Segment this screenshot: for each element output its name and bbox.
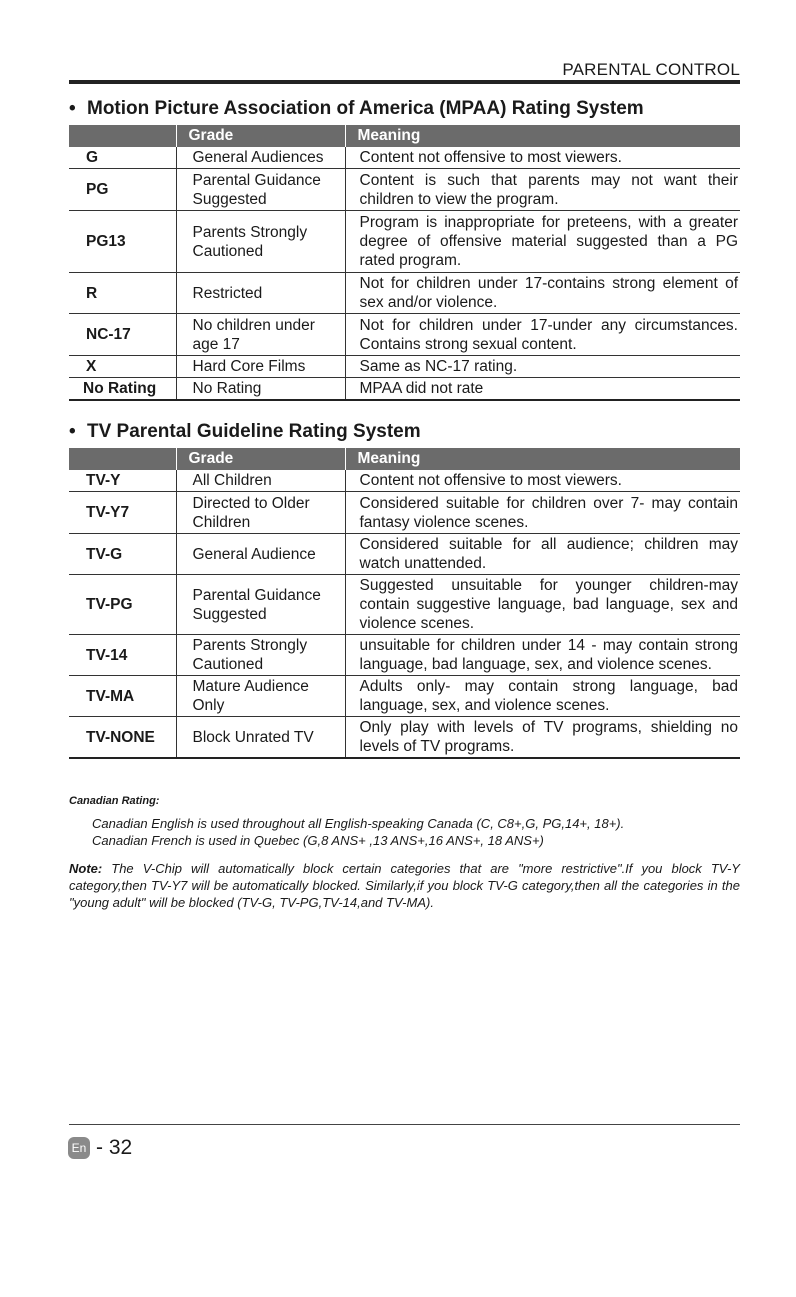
rating-grade: Block Unrated TV <box>176 717 345 759</box>
rating-code: No Rating <box>69 378 176 401</box>
rating-grade: General Audiences <box>176 147 345 169</box>
column-header-code <box>69 448 176 470</box>
rating-grade: Directed to Older Children <box>176 492 345 534</box>
mpaa-heading <box>69 98 644 120</box>
table-row <box>69 534 740 575</box>
canadian-rating-title: Canadian Rating: <box>69 795 160 807</box>
rating-meaning: Considered suitable for all audience; children may watch unattended. <box>345 534 740 575</box>
rating-code: TV-14 <box>69 635 176 676</box>
rating-meaning: Suggested unsuitable for younger children-may contain suggestive language, bad language, sex and violence scenes. <box>345 575 740 635</box>
note-text: The V-Chip will automatically block certain categories that are "more restrictive".If you block TV-Y category,then TV-Y7 will be automatically blocked. Similarly,if you block TV-G category,then all the categories in the "young adult" will be blocked (TV-G, TV-PG,TV-14,and TV-MA). <box>69 861 740 910</box>
rating-meaning: Not for children under 17-under any circumstances. Contains strong sexual content. <box>345 314 740 356</box>
page-header-title: PARENTAL CONTROL <box>562 60 740 79</box>
rating-code: NC-17 <box>69 314 176 356</box>
mpaa-heading-text: Motion Picture Association of America (MPAA) Rating System <box>87 98 644 119</box>
rating-code: PG <box>69 169 176 211</box>
note-label: Note: <box>69 861 103 876</box>
table-row <box>69 273 740 314</box>
table-row <box>69 717 740 759</box>
rating-grade: Parents Strongly Cautioned <box>176 635 345 676</box>
note-paragraph <box>69 860 740 911</box>
rating-code: TV-G <box>69 534 176 575</box>
rating-meaning: Program is inappropriate for preteens, with a greater degree of offensive material suggested than a PG rated program. <box>345 211 740 273</box>
footer-rule <box>69 1124 740 1125</box>
rating-meaning: Considered suitable for children over 7- may contain fantasy violence scenes. <box>345 492 740 534</box>
table-row <box>69 575 740 635</box>
column-header-grade: Grade <box>176 125 345 147</box>
rating-meaning: Content not offensive to most viewers. <box>345 147 740 169</box>
rating-code: X <box>69 356 176 378</box>
rating-grade: Mature Audience Only <box>176 676 345 717</box>
rating-code: TV-Y <box>69 470 176 492</box>
header-rule <box>69 80 740 84</box>
mpaa-rating-table <box>69 125 740 401</box>
canadian-english-text: Canadian English is used throughout all English-speaking Canada (C, C8+,G, PG,14+, 18+). <box>92 816 625 831</box>
column-header-meaning: Meaning <box>345 125 740 147</box>
rating-meaning: Not for children under 17-contains strong element of sex and/or violence. <box>345 273 740 314</box>
rating-meaning: MPAA did not rate <box>345 378 740 401</box>
table-row <box>69 470 740 492</box>
table-row <box>69 492 740 534</box>
rating-code: R <box>69 273 176 314</box>
rating-grade: Hard Core Films <box>176 356 345 378</box>
table-row <box>69 211 740 273</box>
bullet-icon: • <box>69 421 76 442</box>
table-row <box>69 169 740 211</box>
canadian-french-text: Canadian French is used in Quebec (G,8 ANS+ ,13 ANS+,16 ANS+, 18 ANS+) <box>92 833 544 848</box>
rating-meaning: unsuitable for children under 14 - may contain strong language, bad language, sex, and violence scenes. <box>345 635 740 676</box>
table-header-row <box>69 448 740 470</box>
rating-grade: General Audience <box>176 534 345 575</box>
rating-meaning: Same as NC-17 rating. <box>345 356 740 378</box>
tv-heading <box>69 421 421 443</box>
table-header-row <box>69 125 740 147</box>
rating-code: TV-PG <box>69 575 176 635</box>
rating-code: TV-Y7 <box>69 492 176 534</box>
table-row <box>69 378 740 401</box>
rating-grade: All Children <box>176 470 345 492</box>
rating-code: G <box>69 147 176 169</box>
rating-grade: Parental Guidance Suggested <box>176 575 345 635</box>
rating-grade: Parental Guidance Suggested <box>176 169 345 211</box>
page-number: - 32 <box>96 1136 133 1159</box>
rating-grade: Parents Strongly Cautioned <box>176 211 345 273</box>
tv-heading-text: TV Parental Guideline Rating System <box>87 421 421 442</box>
table-row <box>69 676 740 717</box>
table-row <box>69 147 740 169</box>
rating-code: PG13 <box>69 211 176 273</box>
column-header-grade: Grade <box>176 448 345 470</box>
rating-code: TV-MA <box>69 676 176 717</box>
rating-meaning: Only play with levels of TV programs, shielding no levels of TV programs. <box>345 717 740 759</box>
column-header-meaning: Meaning <box>345 448 740 470</box>
table-row <box>69 356 740 378</box>
column-header-code <box>69 125 176 147</box>
language-badge: En <box>68 1137 90 1159</box>
rating-grade: No Rating <box>176 378 345 401</box>
rating-meaning: Content not offensive to most viewers. <box>345 470 740 492</box>
rating-code: TV-NONE <box>69 717 176 759</box>
rating-meaning: Content is such that parents may not want their children to view the program. <box>345 169 740 211</box>
tv-rating-table <box>69 448 740 759</box>
rating-grade: Restricted <box>176 273 345 314</box>
table-row <box>69 635 740 676</box>
table-row <box>69 314 740 356</box>
bullet-icon: • <box>69 98 76 119</box>
rating-meaning: Adults only- may contain strong language, bad language, sex, and violence scenes. <box>345 676 740 717</box>
rating-grade: No children under age 17 <box>176 314 345 356</box>
